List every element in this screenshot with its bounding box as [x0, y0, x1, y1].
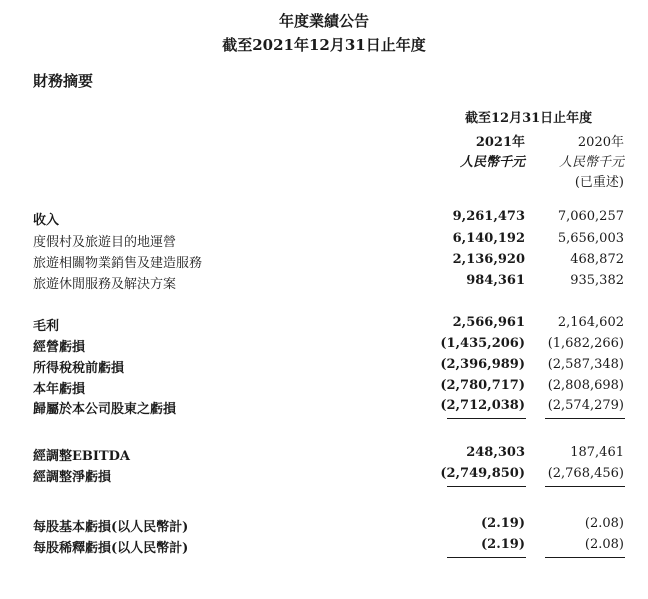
value-prior: (2.08) — [584, 516, 624, 531]
row-label: 經營虧損 — [33, 340, 86, 355]
row-label: 每股基本虧損(以人民幣計) — [33, 520, 189, 535]
value-current: (2,712,038) — [440, 398, 525, 413]
row-label: 本年虧損 — [33, 382, 86, 397]
table-row-adjusted-ebitda — [0, 445, 648, 465]
document-subtitle: 截至2021年12月31日止年度 — [222, 36, 426, 54]
table-row-adjusted-net-loss — [0, 466, 648, 486]
value-prior: 468,872 — [570, 252, 624, 267]
row-label: 收入 — [33, 213, 60, 228]
period-header: 截至12月31日止年度 — [465, 111, 593, 126]
row-label: 歸屬於本公司股東之虧損 — [33, 402, 177, 417]
value-current: (2,396,989) — [440, 357, 525, 372]
value-prior: 5,656,003 — [557, 231, 624, 246]
value-current: (2,780,717) — [440, 378, 525, 393]
value-prior: (2,587,348) — [547, 357, 624, 372]
table-row-revenue — [0, 209, 648, 229]
value-prior: (2.08) — [584, 537, 624, 552]
value-current: 6,140,192 — [452, 231, 525, 246]
value-current: 248,303 — [466, 445, 525, 460]
section-title: 財務摘要 — [33, 72, 94, 90]
value-prior: 187,461 — [570, 445, 624, 460]
value-current: (1,435,206) — [440, 336, 525, 351]
year-current-header: 2021年 — [475, 135, 525, 150]
table-row-resorts — [0, 231, 648, 251]
value-prior: (2,574,279) — [547, 398, 624, 413]
value-prior: 7,060,257 — [557, 209, 624, 224]
row-label: 度假村及旅遊目的地運營 — [33, 235, 177, 250]
underline-current — [447, 418, 526, 419]
row-label: 所得稅稅前虧損 — [33, 361, 125, 376]
unit-prior-header: 人民幣千元 — [558, 155, 624, 170]
row-label: 毛利 — [33, 319, 60, 334]
table-row-operating-loss — [0, 336, 648, 356]
table-row-loss-for-year — [0, 378, 648, 398]
value-current: (2.19) — [481, 516, 525, 531]
value-current: 2,136,920 — [452, 252, 525, 267]
row-label: 經調整EBITDA — [33, 449, 131, 464]
restated-note: (已重述) — [574, 175, 624, 190]
row-label: 旅遊休閒服務及解決方案 — [33, 277, 177, 292]
value-prior: (2,768,456) — [547, 466, 624, 481]
value-current: (2,749,850) — [440, 466, 525, 481]
table-row-loss-before-tax — [0, 357, 648, 377]
table-row-basic-eps — [0, 516, 648, 536]
underline-current — [447, 557, 526, 558]
value-prior: (1,682,266) — [547, 336, 624, 351]
document-title: 年度業績公告 — [278, 12, 369, 30]
underline-prior — [545, 557, 625, 558]
row-label: 經調整淨虧損 — [33, 470, 112, 485]
underline-current — [447, 486, 526, 487]
row-label: 每股稀釋虧損(以人民幣計) — [33, 541, 189, 556]
row-label: 旅遊相關物業銷售及建造服務 — [33, 256, 203, 271]
value-prior: (2,808,698) — [547, 378, 624, 393]
table-row-property-sales — [0, 252, 648, 272]
table-row-gross-profit — [0, 315, 648, 335]
table-row-diluted-eps — [0, 537, 648, 557]
value-prior: 935,382 — [570, 273, 624, 288]
value-current: 2,566,961 — [452, 315, 525, 330]
table-row-loss-attributable — [0, 398, 648, 418]
year-prior-header: 2020年 — [577, 135, 624, 150]
value-prior: 2,164,602 — [557, 315, 624, 330]
value-current: 984,361 — [466, 273, 525, 288]
underline-prior — [545, 418, 625, 419]
unit-current-header: 人民幣千元 — [459, 155, 525, 170]
value-current: (2.19) — [481, 537, 525, 552]
table-row-leisure-services — [0, 273, 648, 293]
underline-prior — [545, 486, 625, 487]
value-current: 9,261,473 — [452, 209, 525, 224]
